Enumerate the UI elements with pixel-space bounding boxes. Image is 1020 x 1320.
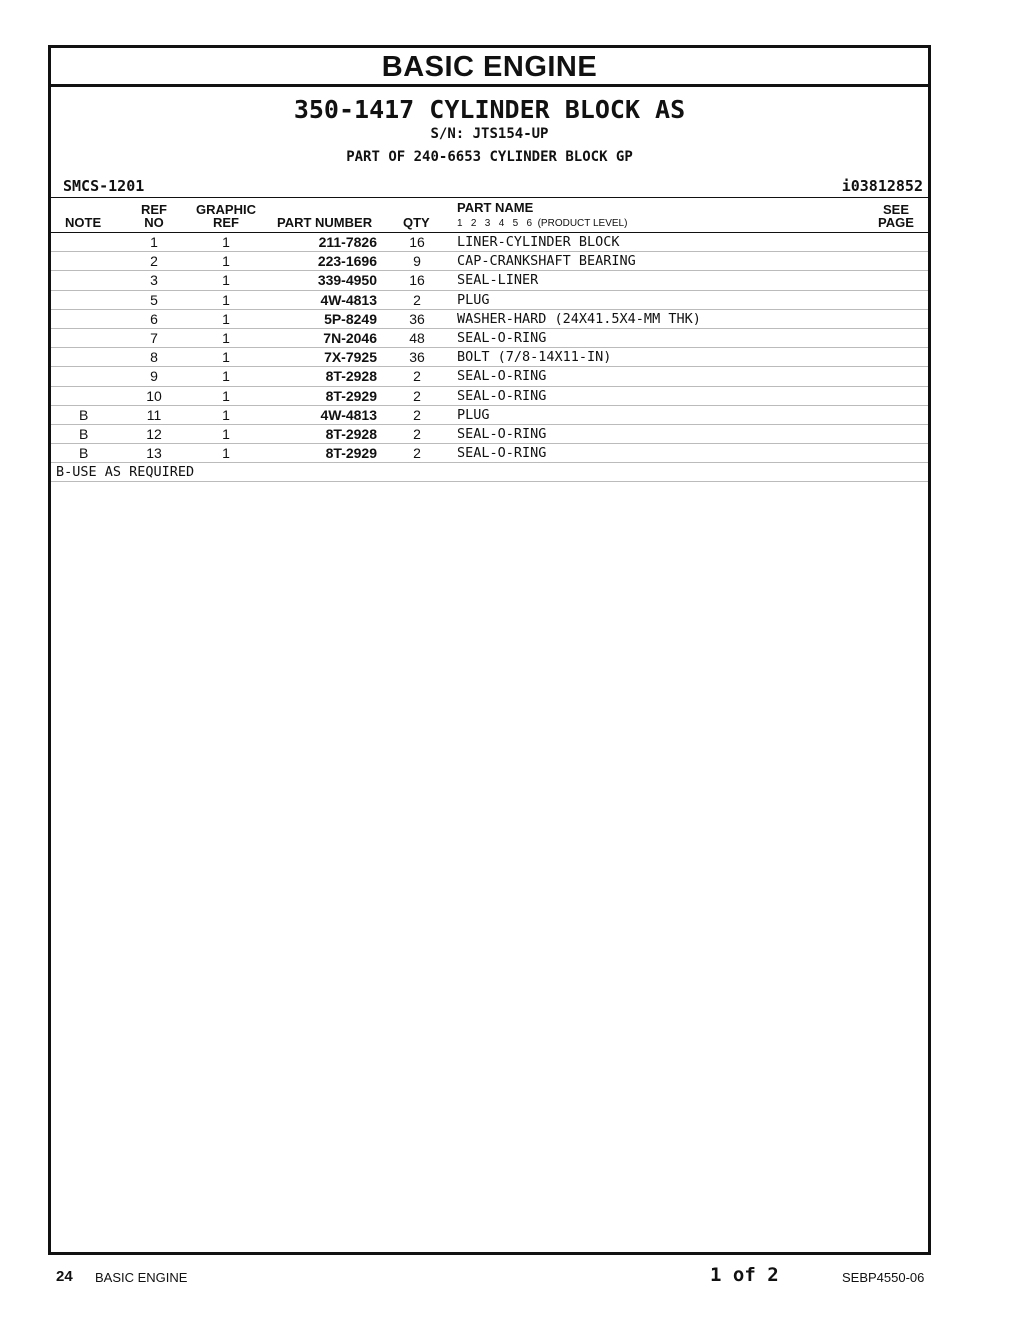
ref-no-cell: 13 [146, 445, 162, 462]
part-name-cell: SEAL-O-RING [457, 425, 547, 442]
part-name-cell: SEAL-LINER [457, 272, 539, 289]
ref-no-cell: 11 [146, 406, 162, 423]
page-footer [0, 1262, 1020, 1292]
part-name-cell: SEAL-O-RING [457, 368, 547, 385]
section-title: BASIC ENGINE [51, 48, 928, 87]
qty-cell: 16 [409, 272, 425, 289]
ref-no-cell: 12 [146, 425, 162, 442]
ref-no-cell: 5 [150, 291, 158, 308]
col-part-name: PART NAME [457, 200, 534, 215]
ref-no-cell: 7 [150, 329, 158, 346]
graphic-ref-cell: 1 [222, 291, 230, 308]
col-graphic-top: GRAPHIC [196, 202, 256, 217]
part-number-cell: 8T-2928 [325, 368, 377, 385]
table-row [51, 406, 928, 425]
note-cell: B [79, 445, 89, 462]
table-row [51, 367, 928, 386]
footer-doc-id: SEBP4550-06 [842, 1270, 925, 1285]
graphic-ref-cell: 1 [222, 329, 230, 346]
footnote [51, 463, 928, 482]
qty-cell: 2 [413, 291, 421, 308]
qty-cell: 2 [413, 406, 421, 423]
table-row [51, 387, 928, 406]
part-number-cell: 4W-4813 [320, 406, 377, 423]
part-name-cell: SEAL-O-RING [457, 387, 547, 404]
table-row [51, 329, 928, 348]
smcs-code: SMCS-1201 [63, 177, 145, 195]
part-number-cell: 8T-2929 [325, 387, 377, 404]
part-of-group: PART OF 240-6653 CYLINDER BLOCK GP [346, 149, 633, 165]
table-row [51, 252, 928, 271]
col-note: NOTE [65, 215, 102, 230]
qty-cell: 36 [409, 310, 425, 327]
ref-no-cell: 8 [150, 349, 158, 366]
col-qty: QTY [403, 215, 430, 230]
part-name-cell: SEAL-O-RING [457, 329, 547, 346]
qty-cell: 2 [413, 368, 421, 385]
part-name-cell: SEAL-O-RING [457, 445, 547, 462]
footer-page-number: 24 [56, 1268, 73, 1285]
qty-cell: 48 [409, 329, 425, 346]
graphic-ref-cell: 1 [222, 368, 230, 385]
graphic-ref-cell: 1 [222, 445, 230, 462]
assembly-title: 350-1417 CYLINDER BLOCK AS [293, 95, 686, 124]
part-number-cell: 339-4950 [317, 272, 377, 289]
part-name-cell: BOLT (7/8-14X11-IN) [457, 349, 612, 366]
footnote-text: B-USE AS REQUIRED [56, 464, 195, 481]
part-number-cell: 8T-2929 [325, 445, 377, 462]
part-number-cell: 223-1696 [317, 253, 377, 270]
illustration-id: i03812852 [841, 177, 923, 195]
table-row [51, 348, 928, 367]
table-row [51, 310, 928, 329]
qty-cell: 16 [409, 234, 425, 250]
footer-page-of: 1 of 2 [710, 1264, 779, 1286]
col-part-number: PART NUMBER [277, 215, 373, 230]
part-number-cell: 8T-2928 [325, 425, 377, 442]
part-number-cell: 7X-7925 [324, 349, 377, 366]
part-number-cell: 7N-2046 [323, 329, 377, 346]
table-row [51, 233, 928, 252]
graphic-ref-cell: 1 [222, 272, 230, 289]
note-cell: B [79, 425, 89, 442]
ref-no-cell: 9 [150, 368, 158, 385]
qty-cell: 36 [409, 349, 425, 366]
parts-page-frame [48, 45, 931, 1255]
table-row [51, 444, 928, 463]
col-see-top: SEE [882, 202, 909, 217]
table-row [51, 291, 928, 310]
col-product-level: 1 2 3 4 5 6 (PRODUCT LEVEL) [457, 218, 628, 229]
qty-cell: 2 [413, 425, 421, 442]
graphic-ref-cell: 1 [222, 425, 230, 442]
ref-no-cell: 6 [150, 310, 158, 327]
graphic-ref-cell: 1 [222, 310, 230, 327]
graphic-ref-cell: 1 [222, 253, 230, 270]
col-ref-top: REF [141, 202, 167, 217]
footer-section: BASIC ENGINE [95, 1270, 188, 1285]
part-number-cell: 211-7826 [318, 234, 377, 250]
col-see-bottom: PAGE [878, 215, 914, 230]
qty-cell: 2 [413, 387, 421, 404]
part-number-cell: 4W-4813 [320, 291, 377, 308]
qty-cell: 2 [413, 445, 421, 462]
table-row [51, 425, 928, 444]
part-name-cell: CAP-CRANKSHAFT BEARING [457, 253, 636, 270]
part-name-cell: LINER-CYLINDER BLOCK [457, 234, 620, 250]
part-name-cell: PLUG [457, 291, 490, 308]
graphic-ref-cell: 1 [222, 406, 230, 423]
ref-no-cell: 3 [150, 272, 158, 289]
col-ref-bottom: NO [144, 215, 164, 230]
graphic-ref-cell: 1 [222, 349, 230, 366]
part-number-cell: 5P-8249 [324, 310, 377, 327]
ref-no-cell: 1 [150, 234, 158, 250]
smcs-row [51, 175, 928, 197]
ref-no-cell: 10 [146, 387, 162, 404]
graphic-ref-cell: 1 [222, 234, 230, 250]
note-cell: B [79, 406, 89, 423]
part-name-cell: PLUG [457, 406, 490, 423]
part-name-cell: WASHER-HARD (24X41.5X4-MM THK) [457, 310, 701, 327]
table-row [51, 271, 928, 290]
parts-table-body [51, 233, 928, 463]
table-header [51, 197, 928, 233]
graphic-ref-cell: 1 [222, 387, 230, 404]
col-graphic-bottom: REF [213, 215, 239, 230]
serial-range: S/N: JTS154-UP [430, 126, 549, 142]
ref-no-cell: 2 [150, 253, 158, 270]
qty-cell: 9 [413, 253, 421, 270]
